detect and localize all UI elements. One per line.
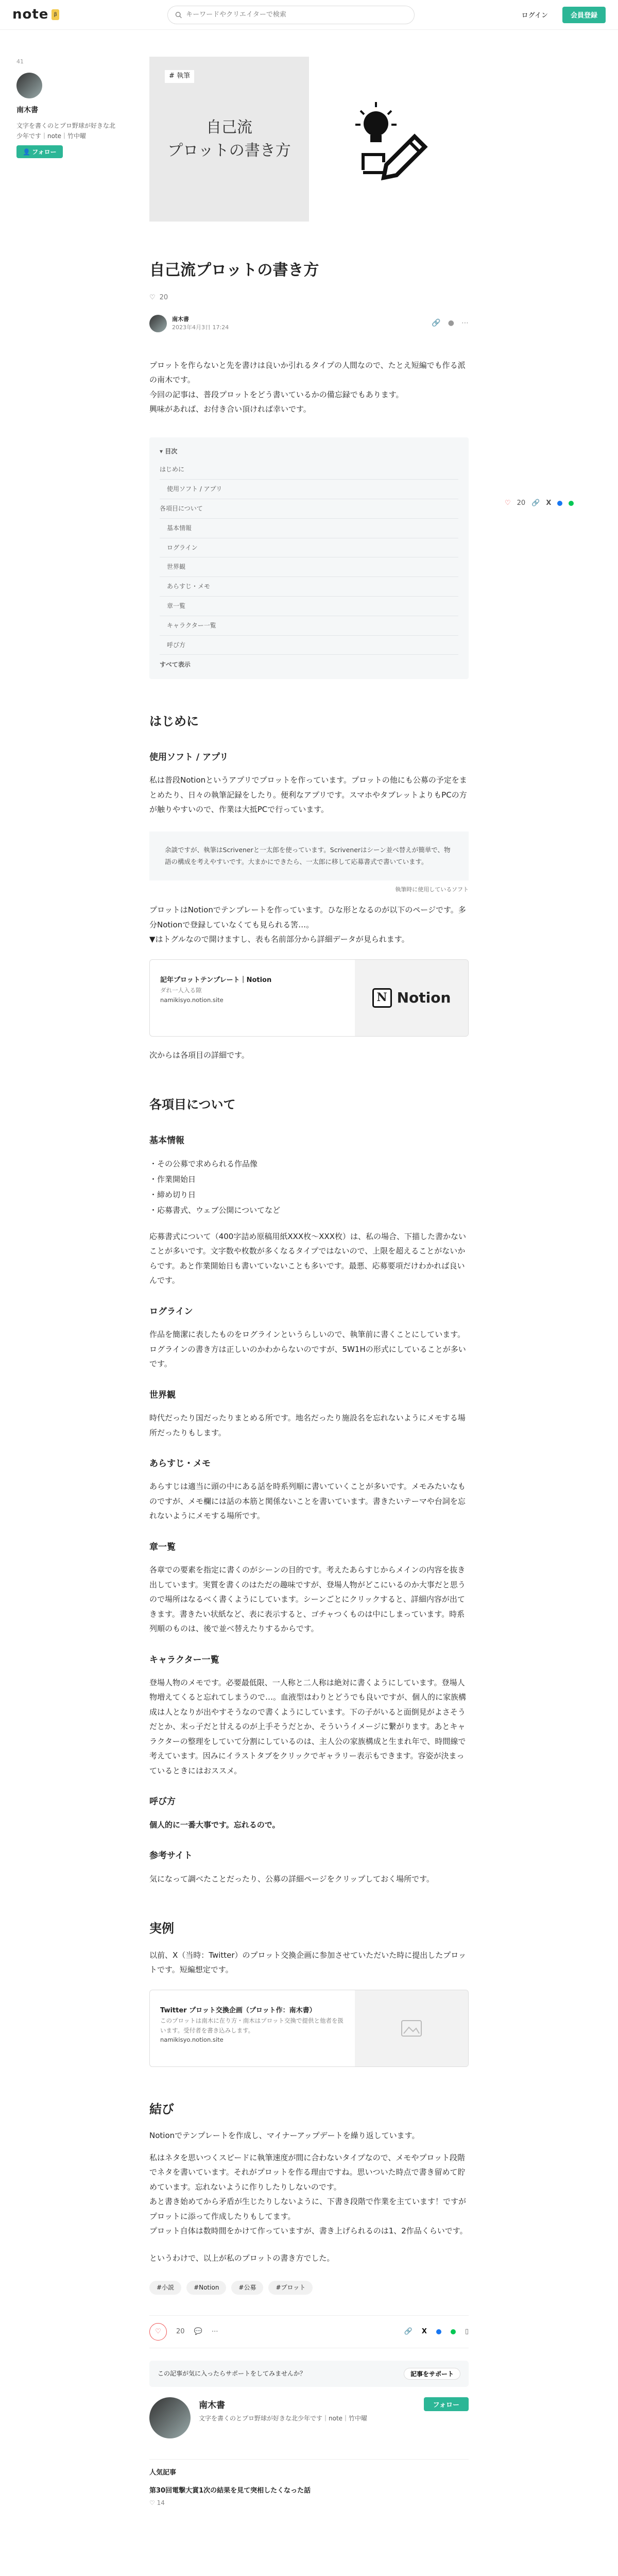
follow-button[interactable]: フォロー xyxy=(424,2397,469,2411)
embed-url: namikisyo.notion.site xyxy=(160,2036,224,2044)
paragraph: 登場人物のメモです。必要最低限、一人称と二人称は絶対に書くようにしています。登場人物増えてくると忘れてしまうので…。血液型はわりとどうでも良いですが、個人的に家族構成は人となりが出やすそうなので書くようにしています。下の子がいると面倒見がよさそうだとか、末っ子だと甘えるのが上手そうだとか、そういうイメージに繋がります。あとキャラクターの整理をしていて分割にしているのは、主人公の家族構成と生まれ年で、時間線で考えています。因みにイラストタブをクリックでギャラリー表示もできます。容姿が決まっているときにはおススメ。 xyxy=(149,1677,467,1775)
share-icons xyxy=(432,316,469,330)
line-icon[interactable] xyxy=(569,501,574,506)
heart-icon[interactable]: ♡ xyxy=(505,499,511,507)
paragraph: 私は普段Notionというアプリでプロットを作っています。プロットの他にも公募の予定をまとめたり、日々の執筆記録をしたり。便利なアプリです。スマホやタブレットよりもPCの方が触りやすいので、作業は大抵PCで行っています。 xyxy=(149,775,467,815)
eyecatch-tag: # 執筆 xyxy=(165,70,194,83)
comment-icon[interactable]: 💬 xyxy=(194,2327,202,2335)
quote-caption: 執筆時に使用しているソフト xyxy=(395,886,469,893)
paragraph: 時代だったり国だったりまとめる所です。地名だったり施設名を忘れないようにメモする場所だったりもします。 xyxy=(149,1413,466,1437)
toc-item[interactable]: 世界観 xyxy=(160,557,458,577)
toc-item[interactable]: はじめに xyxy=(160,460,458,480)
subsection-heading: 使用ソフト / アプリ xyxy=(149,752,229,762)
more-icon[interactable]: ⋯ xyxy=(461,319,469,328)
paragraph: Notionでテンプレートを作成し、マイナーアップデートを繰り返しています。 xyxy=(149,2131,420,2141)
notion-embed-card[interactable] xyxy=(149,959,469,1037)
author-name[interactable]: 南木書 xyxy=(172,316,189,323)
link-icon[interactable]: 🔗 xyxy=(531,499,540,507)
paragraph-line: プロットはNotionでテンプレートを作っています。ひな形となるのが以下のページです。多分Notionで登録していなくても見られる筈…。 xyxy=(149,905,466,929)
more-icon[interactable]: ⋯ xyxy=(211,2327,218,2335)
tag[interactable]: #プロット xyxy=(268,2281,313,2295)
action-bar xyxy=(149,2315,469,2348)
tag[interactable]: #Notion xyxy=(186,2281,226,2295)
popular-item-likes: 14 xyxy=(157,2499,165,2507)
section-heading: 結び xyxy=(149,2102,174,2116)
sidebar-author-bio: 文字を書くのとプロ野球が好きな北少年です｜note｜竹中曜 xyxy=(16,122,116,140)
section-heading: 各項目について xyxy=(149,1097,236,1112)
sidebar-author-name[interactable]: 南木書 xyxy=(16,106,38,114)
avatar[interactable] xyxy=(16,73,42,98)
lightbulb-pencil-icon xyxy=(337,88,440,191)
paragraph xyxy=(149,2150,469,2239)
avatar[interactable] xyxy=(149,315,167,332)
subsection-heading: 呼び方 xyxy=(149,1797,176,1807)
like-button[interactable]: ♡ xyxy=(149,2323,167,2341)
facebook-icon[interactable]: ● xyxy=(448,319,454,328)
top-header xyxy=(0,0,618,30)
embed-thumbnail xyxy=(355,960,468,1036)
tag-list xyxy=(149,2281,469,2295)
toc-item[interactable]: 各項目について xyxy=(160,499,458,519)
post-date: 2023年4月3日 17:24 xyxy=(172,324,229,331)
notion-logo xyxy=(372,984,451,1011)
bookmark-icon[interactable]: ▯ xyxy=(465,2327,469,2335)
toc-heading-label: 目次 xyxy=(165,447,178,455)
paragraph: というわけで、以上が私のプロットの書き方でした。 xyxy=(149,2253,335,2263)
heart-icon: ♡ xyxy=(149,2499,157,2507)
subsection-heading: 基本情報 xyxy=(149,1135,184,1146)
popular-heading: 人気記事 xyxy=(149,2468,177,2477)
support-button[interactable]: 記事をサポート xyxy=(404,2368,460,2380)
toc-item[interactable]: あらすじ・メモ xyxy=(160,577,458,597)
author-card xyxy=(149,2397,469,2438)
section-heading: はじめに xyxy=(149,714,199,729)
popular-item[interactable]: 第30回電撃大賞1次の結果を見て突相したくなった話 xyxy=(149,2486,311,2495)
intro-p2: 今回の記事は、普段プロットをどう書いているかの備忘録でもあります。 xyxy=(149,389,404,399)
paragraph: 作品を簡潔に表したものをログラインというらしいので、執筆前に書くことにしています。ログラインの書き方は正しいのかわからないのですが、5W1Hの形式にしていることが多いです。 xyxy=(149,1330,466,1369)
popular-articles xyxy=(149,2459,469,2509)
embed-text xyxy=(150,960,355,1036)
toc-item[interactable]: 呼び方 xyxy=(160,636,458,655)
person-add-icon: 👤 xyxy=(23,148,32,156)
chevron-down-icon: ▾ xyxy=(160,447,165,455)
toc-show-all-button[interactable]: すべて表示 xyxy=(160,661,191,669)
notion-icon: N xyxy=(372,988,392,1008)
toc-item[interactable]: 章一覧 xyxy=(160,597,458,616)
paragraph-line: プロット自体は数時間をかけて作っていますが、書き上げられるのは1、2作品くらいです。 xyxy=(149,2226,468,2236)
note-logo[interactable]: note xyxy=(12,6,49,22)
list-item: ・作業開始日 xyxy=(149,1174,196,1184)
sidebar-follow-label: フォロー xyxy=(32,148,57,156)
floating-share-bar xyxy=(505,497,574,510)
toc-heading[interactable] xyxy=(160,446,458,457)
list-item: ・応募書式、ウェブ公開についてなど xyxy=(149,1205,281,1215)
intro xyxy=(149,358,469,417)
list-item: ・締め切り日 xyxy=(149,1190,196,1199)
embed-url: namikisyo.notion.site xyxy=(160,996,224,1004)
paragraph xyxy=(149,903,469,947)
search-input[interactable] xyxy=(186,11,407,19)
float-like-count: 20 xyxy=(517,499,526,507)
eyecatch-card xyxy=(149,57,309,222)
facebook-icon[interactable] xyxy=(557,501,562,506)
table-of-contents xyxy=(149,437,469,680)
paragraph-line: ▼はトグルなので開けますし、表も名前部分から詳細データが見られます。 xyxy=(149,935,409,944)
paragraph: 以前、X（当時：Twitter）のプロット交換企画に参加させていただいた時に提出したプロットです。短編想定です。 xyxy=(149,1950,466,1975)
author-row xyxy=(149,315,469,332)
paragraph: 個人的に一番大事です。忘れるので。 xyxy=(149,1820,280,1829)
embed-title: Twitter プロット交換企画（プロット作：南木書） xyxy=(160,2006,316,2014)
toc-item[interactable]: キャラクター一覧 xyxy=(160,616,458,636)
embed-desc: ダれ一人入る隙 xyxy=(160,987,202,994)
subsection-heading: キャラクター一覧 xyxy=(149,1654,219,1665)
facebook-icon[interactable] xyxy=(436,2329,441,2334)
eyecatch-illustration xyxy=(309,57,469,222)
search-box[interactable] xyxy=(167,6,415,24)
paragraph: 応募書式について（400字詰め原稿用紙XXX枚〜XXX枚）は、私の場合、下描した書かないことが多いです。文字数や枚数が多くなるタイプではないので、上限を超えることがないからです。あと作業開始日も書いていないことも多いです。最悪、応募要項だけわかれば良いんです。 xyxy=(149,1231,466,1285)
plot-embed-card[interactable] xyxy=(149,1990,469,2067)
image-placeholder-icon xyxy=(401,2020,422,2037)
tag[interactable]: #公募 xyxy=(231,2281,263,2295)
toc-item[interactable]: 基本情報 xyxy=(160,519,458,538)
line-icon[interactable] xyxy=(451,2329,456,2334)
x-icon[interactable]: X xyxy=(546,499,552,507)
subsection-heading: あらすじ・メモ xyxy=(149,1459,211,1469)
author-card-name[interactable]: 南木書 xyxy=(199,2400,225,2411)
embed-text xyxy=(150,1990,355,2066)
embed-thumbnail xyxy=(355,1990,468,2066)
intro-p3: 興味があれば、お付き合い頂ければ幸いです。 xyxy=(149,404,311,414)
article-title: 自己流プロットの書き方 xyxy=(149,261,319,279)
eyecatch xyxy=(149,57,469,222)
embed-desc: このプロットは南木に在り方・南木はプロット交換で提供と他者を扱います。受付者を書き込みします。 xyxy=(160,2017,344,2034)
tag[interactable]: #小説 xyxy=(149,2281,181,2295)
support-box xyxy=(149,2361,469,2387)
paragraph: あらすじは適当に頭の中にある話を時系列順に書いていくことが多いです。メモみたいなものですが、メモ欄には話の本筋と関係ないことを書いています。書きたいテーマや台詞を忘れないようにメモする場所です。 xyxy=(149,1482,466,1521)
subsection-heading: 参考サイト xyxy=(149,1851,193,1861)
likes-row xyxy=(149,292,469,304)
popular-item-meta xyxy=(149,2497,469,2509)
toc-item[interactable]: 使用ソフト / アプリ xyxy=(160,480,458,499)
subsection-heading: ログライン xyxy=(149,1306,193,1317)
paragraph-line: 私はネタを思いつくスピードに執筆速度が間に合わないタイプなので、メモやプロット段階でネタを書いています。それがプロットを作る理由ですね。思いついた時点で書き留めて貯めています。忘れないように作りしたりしないのです。 xyxy=(149,2153,466,2192)
author-card-info xyxy=(199,2397,367,2424)
subsection-heading: 章一覧 xyxy=(149,1541,176,1552)
login-button[interactable]: ログイン xyxy=(513,7,556,23)
notion-logo-text: Notion xyxy=(397,989,451,1006)
sidebar-count: 41 xyxy=(16,58,24,65)
eyecatch-title xyxy=(167,116,290,162)
paragraph: 次からは各項目の詳細です。 xyxy=(149,1050,249,1060)
avatar[interactable] xyxy=(149,2397,191,2438)
list-item: ・その公募で求められる作品像 xyxy=(149,1159,258,1168)
quote-block: 余談ですが、執筆はScrivenerと一太郎を使っています。Scrivenerはシーン並べ替えが簡単で、物語の構成を考えやすいです。大まかにできたら、一太郎に移して応募書式で書いています。 xyxy=(149,832,469,881)
paragraph: 各章での要素を指定に書くのがシーンの目的です。考えたあらすじからメインの内容を抜き出しています。実質を書くのはただの趣味ですが、登場人物がどこにいるのか大事だと思うので場所はなるべく書くようにしています。シーンごとにクリックすると、詳細内容が出てきます。書きたい状紙など、表に表示すると、ゴチャつくものは中にしまっています。時系列順のものは、後で並べ替えたりするからです。 xyxy=(149,1565,466,1634)
embed-title: 記年プロットテンプレート｜Notion xyxy=(160,976,272,984)
logo-badge: β xyxy=(52,9,59,20)
support-text: この記事が気に入ったらサポートをしてみませんか？ xyxy=(158,2370,306,2378)
subsection-heading: 世界観 xyxy=(149,1389,176,1400)
sidebar-author xyxy=(16,57,119,158)
link-icon[interactable]: 🔗 xyxy=(404,2327,413,2335)
author-card-bio: 文字を書くのとプロ野球が好きな北少年です｜note｜竹中曜 xyxy=(199,2415,368,2422)
sidebar-follow-button[interactable] xyxy=(16,145,63,158)
heart-icon[interactable]: ♡ xyxy=(149,294,156,301)
eyecatch-title-line1: 自己流 xyxy=(206,118,252,137)
basic-info-list xyxy=(149,1156,469,1218)
toc-item[interactable]: ログライン xyxy=(160,538,458,558)
link-icon[interactable]: 🔗 xyxy=(432,319,441,328)
intro-p1: プロットを作らないと先を書けは良いか引れるタイプの人間なので、たとえ短編でも作る派の南木です。 xyxy=(149,360,466,385)
paragraph: 気になって調べたことだったり、公募の詳細ページをクリップしておく場所です。 xyxy=(149,1874,434,1884)
article-main xyxy=(149,57,469,2509)
search-icon xyxy=(175,11,182,19)
x-icon[interactable]: X xyxy=(421,2327,427,2335)
author-meta xyxy=(172,315,229,331)
like-count: 20 xyxy=(176,2327,185,2335)
signup-button[interactable]: 会員登録 xyxy=(562,7,606,23)
eyecatch-title-line2: プロットの書き方 xyxy=(167,142,291,160)
paragraph-line: あと書き始めてから矛盾が生じたりしないように、下書き段階で作業を主ています！ですがプロットに添って作成したりもしてます。 xyxy=(149,2197,467,2221)
section-heading: 実例 xyxy=(149,1921,174,1936)
like-count: 20 xyxy=(159,294,168,301)
